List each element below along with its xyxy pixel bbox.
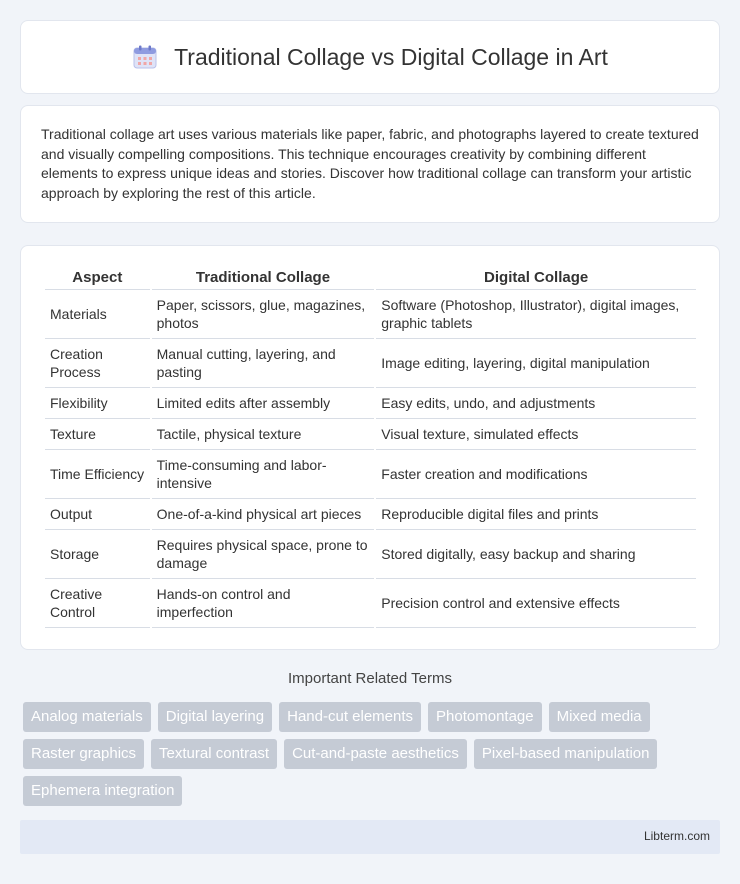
table-row — [45, 419, 696, 450]
intro-card — [20, 105, 720, 223]
cell-aspect: Output — [45, 499, 150, 530]
header-traditional: Traditional Collage — [152, 266, 375, 290]
cell-aspect: Creation Process — [45, 339, 150, 388]
term-tag[interactable]: Hand-cut elements — [279, 702, 421, 732]
page-title: Traditional Collage vs Digital Collage in Art — [174, 43, 608, 70]
table-row — [45, 339, 696, 388]
term-tag[interactable]: Analog materials — [23, 702, 151, 732]
cell-aspect: Texture — [45, 419, 150, 450]
cell-traditional: Paper, scissors, glue, magazines, photos — [152, 290, 375, 339]
comparison-table — [43, 266, 698, 628]
cell-traditional: Manual cutting, layering, and pasting — [152, 339, 375, 388]
cell-traditional: Limited edits after assembly — [152, 388, 375, 419]
related-terms-title: Important Related Terms — [288, 670, 452, 687]
cell-traditional: Requires physical space, prone to damage — [152, 530, 375, 579]
table-row — [45, 499, 696, 530]
term-tag[interactable]: Mixed media — [549, 702, 650, 732]
header-aspect: Aspect — [45, 266, 150, 290]
footer — [20, 820, 720, 854]
comparison-table-card — [20, 245, 720, 650]
cell-digital: Reproducible digital files and prints — [376, 499, 696, 530]
cell-digital: Stored digitally, easy backup and sharing — [376, 530, 696, 579]
intro-text: Traditional collage art uses various materials like paper, fabric, and photographs layered to create textured and visually compelling compositions. This technique encourages creativity by combining different elements to express unique ideas and stories. Discover how traditional collage can transform your artistic approach by exploring the rest of this article. — [41, 126, 699, 201]
calendar-icon — [132, 44, 158, 70]
table-row — [45, 530, 696, 579]
table-row — [45, 388, 696, 419]
cell-traditional: Time-consuming and labor-intensive — [152, 450, 375, 499]
cell-traditional: Hands-on control and imperfection — [152, 579, 375, 628]
cell-digital: Precision control and extensive effects — [376, 579, 696, 628]
cell-digital: Image editing, layering, digital manipulation — [376, 339, 696, 388]
term-tag[interactable]: Raster graphics — [23, 739, 144, 769]
cell-traditional: Tactile, physical texture — [152, 419, 375, 450]
table-row — [45, 450, 696, 499]
term-tag[interactable]: Pixel-based manipulation — [474, 739, 658, 769]
term-tag[interactable]: Cut-and-paste aesthetics — [284, 739, 467, 769]
cell-aspect: Time Efficiency — [45, 450, 150, 499]
cell-aspect: Storage — [45, 530, 150, 579]
cell-aspect: Materials — [45, 290, 150, 339]
header-digital: Digital Collage — [376, 266, 696, 290]
cell-traditional: One-of-a-kind physical art pieces — [152, 499, 375, 530]
footer-brand[interactable]: Libterm.com — [643, 829, 710, 843]
title-card — [20, 20, 720, 94]
table-header-row — [45, 266, 696, 290]
term-tag[interactable]: Digital layering — [158, 702, 272, 732]
table-row — [45, 579, 696, 628]
table-row — [45, 290, 696, 339]
cell-digital: Software (Photoshop, Illustrator), digital images, graphic tablets — [376, 290, 696, 339]
term-tag[interactable]: Photomontage — [428, 702, 542, 732]
cell-digital: Visual texture, simulated effects — [376, 419, 696, 450]
cell-aspect: Flexibility — [45, 388, 150, 419]
cell-digital: Faster creation and modifications — [376, 450, 696, 499]
term-tag[interactable]: Textural contrast — [151, 739, 277, 769]
term-tag[interactable]: Ephemera integration — [23, 776, 182, 806]
related-terms-list — [23, 702, 723, 806]
cell-aspect: Creative Control — [45, 579, 150, 628]
cell-digital: Easy edits, undo, and adjustments — [376, 388, 696, 419]
